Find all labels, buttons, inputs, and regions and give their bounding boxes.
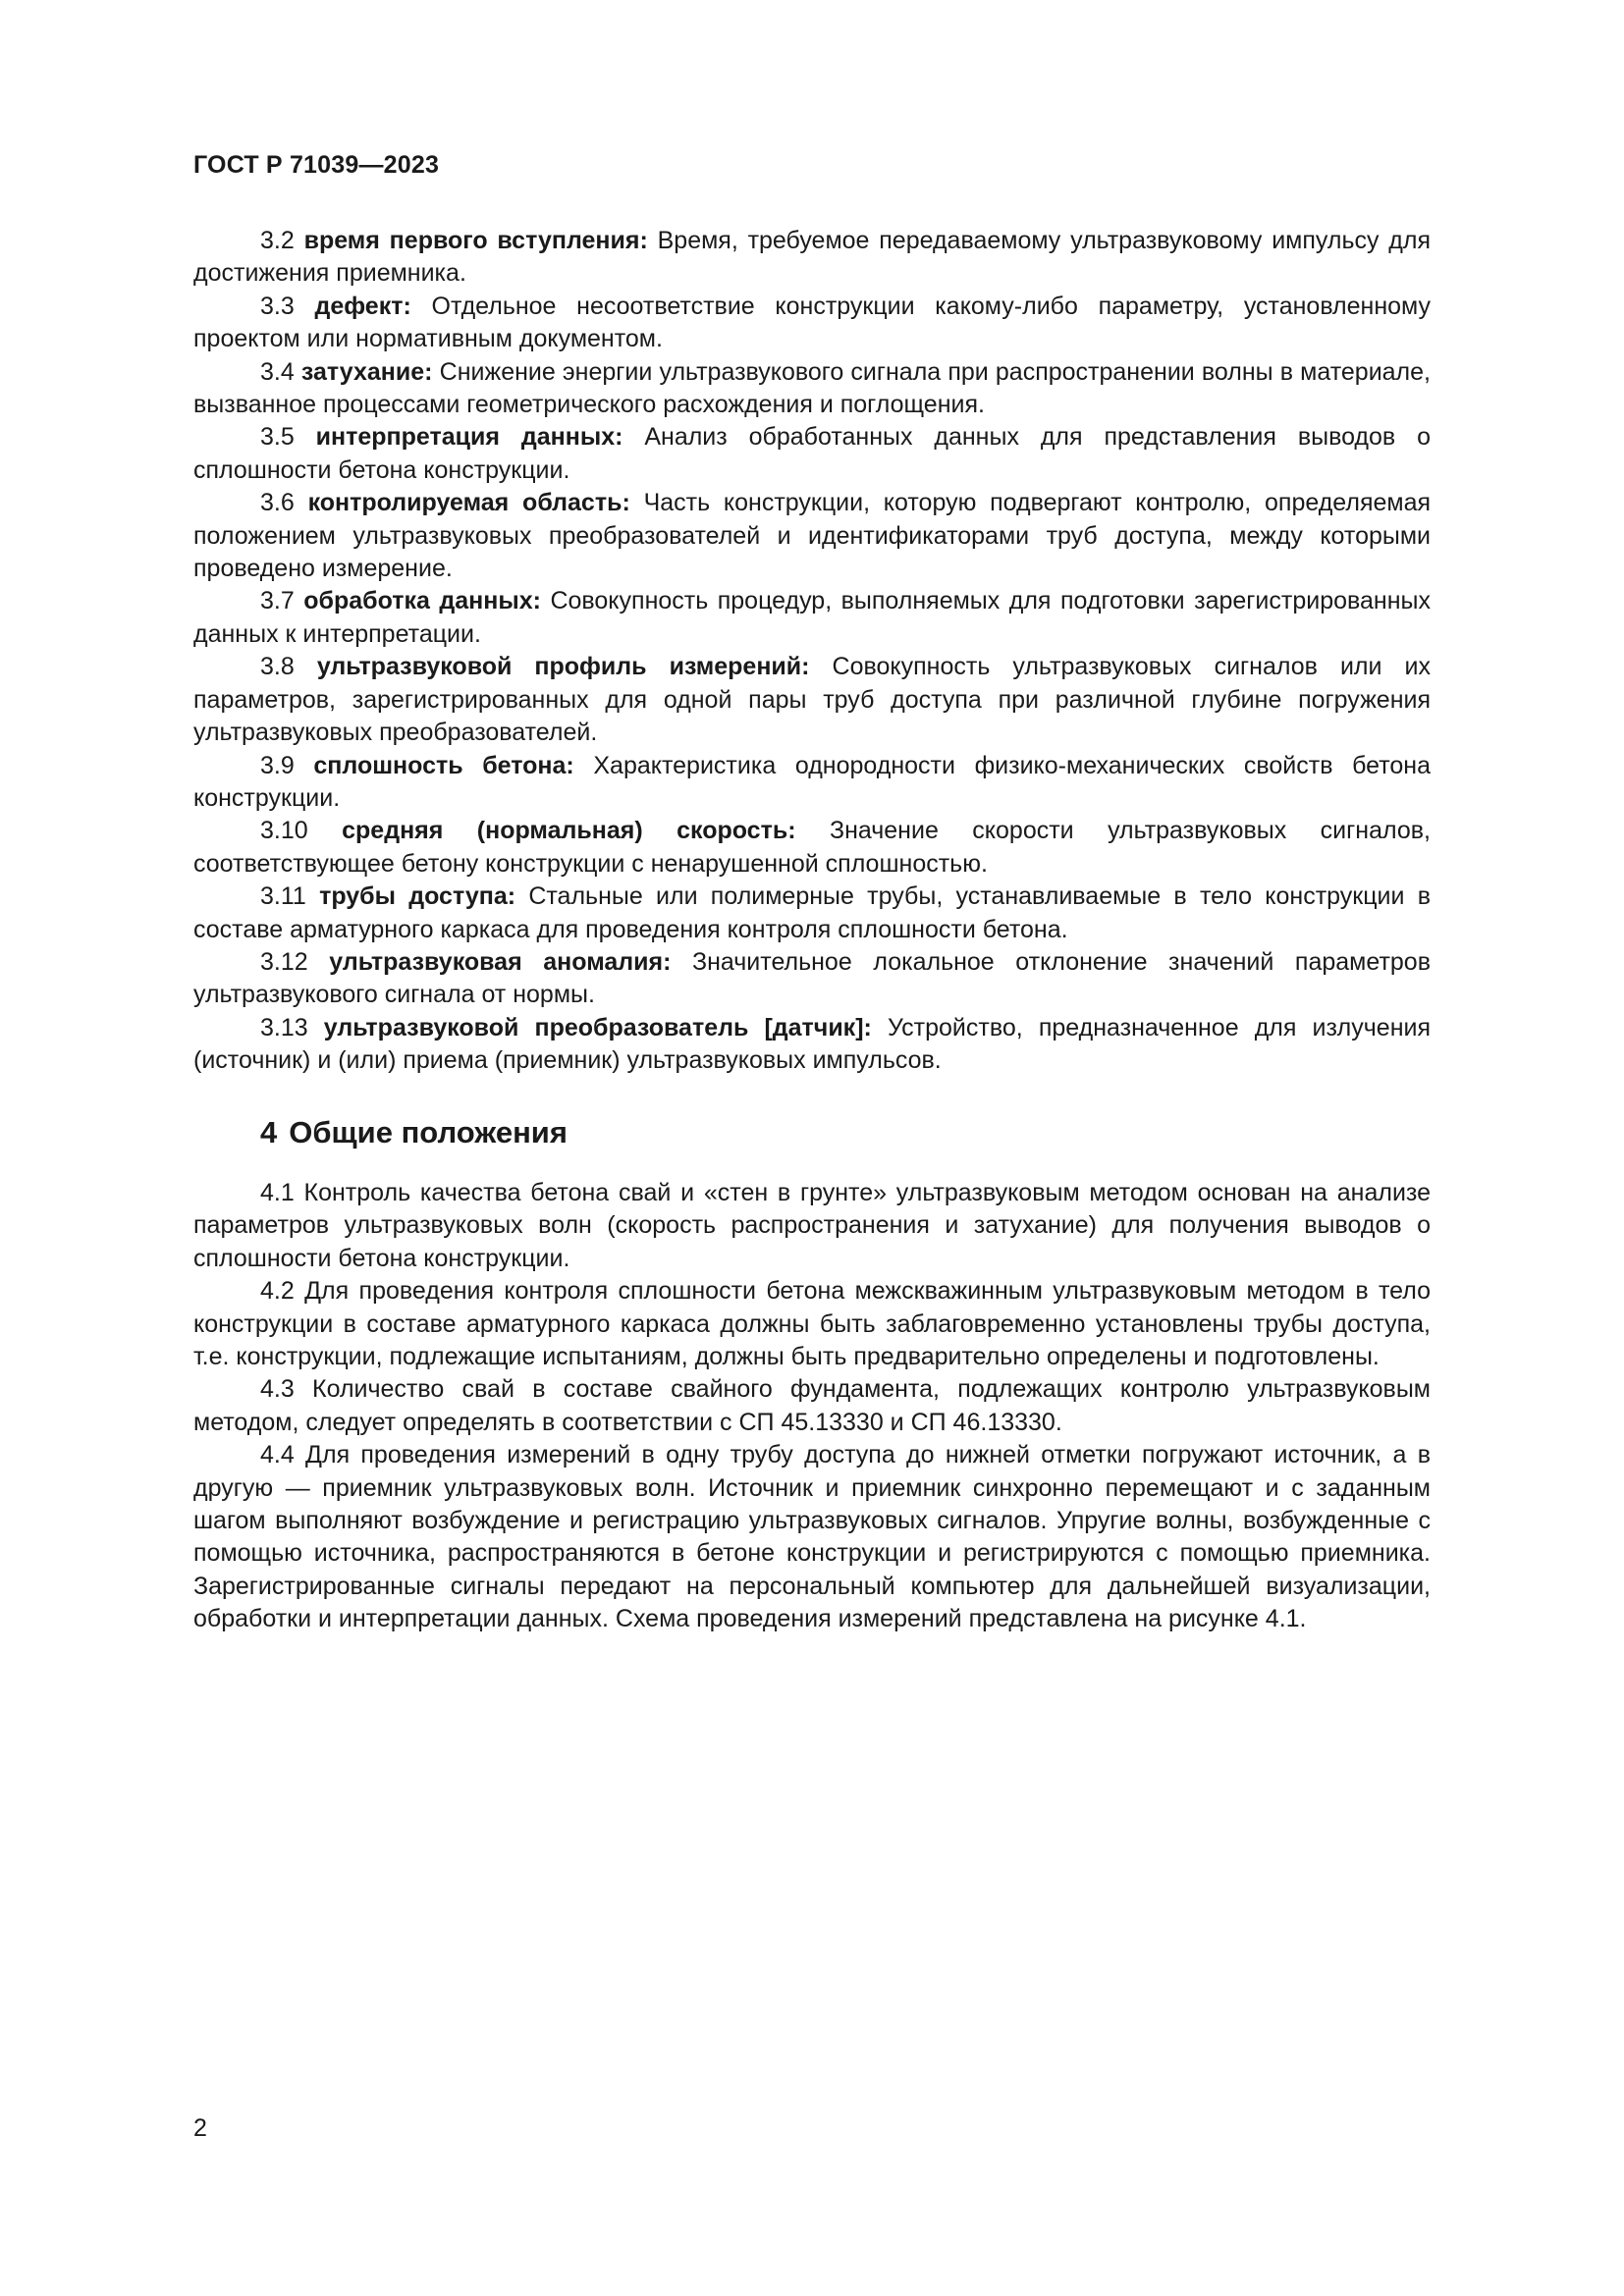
term-name: ультразвуковая аномалия: — [329, 947, 672, 976]
term-3-9 — [193, 750, 1431, 816]
term-definition: Часть конструкции, которую подвергают контролю, определяемая положением ультразвуковых преобразователей и идентификаторами труб доступа, между которыми проведено измерение. — [193, 489, 1432, 583]
term-name: ультразвуковой преобразователь [датчик]: — [323, 1013, 872, 1041]
term-number: 3.11 — [260, 882, 306, 911]
term-name: дефект: — [314, 292, 411, 320]
term-definition: Анализ обработанных данных для представления выводов о сплошности бетона конструкции. — [193, 423, 1431, 484]
term-3-6 — [193, 487, 1431, 585]
paragraph-4-3: 4.3 Количество свай в составе свайного фундамента, подлежащих контролю ультразвуковым методом, следует определять в соответствии с СП 45.13330 и СП 46.13330. — [193, 1375, 1431, 1436]
term-number: 3.13 — [260, 1013, 308, 1041]
term-definition: Характеристика однородности физико-механических свойств бетона конструкции. — [193, 751, 1431, 812]
term-3-12 — [193, 946, 1431, 1012]
paragraph-4-4: 4.4 Для проведения измерений в одну трубу доступа до нижней отметки погружают источник, а в другую — приемник ультразвуковых волн. Источник и приемник синхронно перемещают и с заданным шагом выполняют возбуждение и регистрацию ультразвуковых сигналов. Упругие волны, возбужденные с помощью источника, распространяются в бетоне конструкции и регистрируются с помощью приемника. Зарегистрированные сигналы передают на персональный компьютер для дальнейшей визуализации, обработки и интерпретации данных. Схема проведения измерений представлена на рисунке 4.1. — [193, 1441, 1431, 1633]
term-number: 3.2 — [260, 227, 295, 254]
terms-list — [193, 225, 1431, 1078]
term-name: сплошность бетона: — [313, 751, 574, 779]
term-name: интерпретация данных: — [315, 423, 623, 452]
term-3-8 — [193, 651, 1431, 749]
paragraph-4-1: 4.1 Контроль качества бетона свай и «стен в грунте» ультразвуковым методом основан на анализе параметров ультразвуковых волн (скорость распространения и затухание) для получения выводов о сплошности бетона конструкции. — [193, 1179, 1431, 1272]
section-number: 4 — [260, 1115, 278, 1149]
term-definition: Снижение энергии ультразвукового сигнала при распространении волны в материале, вызванное процессами геометрического расхождения и поглощения. — [193, 357, 1431, 419]
term-3-3 — [193, 291, 1431, 356]
term-3-2 — [193, 225, 1431, 291]
section-body — [193, 1177, 1431, 1636]
term-name: трубы доступа: — [319, 882, 516, 911]
term-definition: Значение скорости ультразвуковых сигналов, соответствующее бетону конструкции с ненарушенной сплошностью. — [193, 817, 1431, 878]
paragraph-4-2: 4.2 Для проведения контроля сплошности бетона межскважинным ультразвуковым методом в тело конструкции в составе арматурного каркаса должны быть заблаговременно установлены трубы доступа, т.е. конструкции, подлежащие испытаниям, должны быть предварительно определены и подготовлены. — [193, 1277, 1431, 1371]
term-number: 3.9 — [260, 751, 295, 779]
term-definition: Совокупность процедур, выполняемых для подготовки зарегистрированных данных к интерпретации. — [193, 587, 1431, 648]
term-3-10 — [193, 815, 1431, 881]
term-number: 3.4 — [260, 357, 295, 386]
term-name: обработка данных: — [303, 587, 541, 615]
term-number: 3.3 — [260, 292, 295, 320]
page-number: 2 — [193, 2114, 207, 2142]
term-number: 3.10 — [260, 817, 308, 845]
term-definition: Устройство, предназначенное для излучения (источник) и (или) приема (приемник) ультразвуковых импульсов. — [193, 1013, 1432, 1075]
term-name: средняя (нормальная) скорость: — [342, 817, 796, 845]
term-number: 3.5 — [260, 423, 295, 452]
term-name: затухание: — [300, 357, 433, 386]
term-name: ультразвуковой профиль измерений: — [316, 653, 810, 681]
term-3-5 — [193, 421, 1431, 487]
term-number: 3.7 — [260, 587, 295, 615]
term-definition: Время, требуемое передаваемому ультразвуковому импульсу для достижения приемника. — [193, 227, 1431, 288]
term-definition: Значительное локальное отклонение значений параметров ультразвукового сигнала от нормы. — [193, 947, 1431, 1009]
section-heading — [260, 1115, 568, 1150]
term-definition: Совокупность ультразвуковых сигналов или их параметров, зарегистрированных для одной пары труб доступа при различной глубине погружения ультразвуковых преобразователей. — [193, 653, 1431, 747]
term-definition: Стальные или полимерные трубы, устанавливаемые в тело конструкции в составе арматурного каркаса для проведения контроля сплошности бетона. — [193, 882, 1432, 943]
term-3-11 — [193, 881, 1431, 946]
term-number: 3.8 — [260, 653, 295, 681]
term-name: контролируемая область: — [307, 489, 630, 517]
document-code-header: ГОСТ Р 71039—2023 — [193, 151, 440, 179]
term-number: 3.6 — [260, 489, 295, 517]
term-name: время первого вступления: — [303, 227, 648, 254]
term-3-4 — [193, 356, 1431, 422]
term-definition: Отдельное несоответствие конструкции какому-либо параметру, установленному проектом или нормативным документом. — [193, 292, 1432, 353]
term-3-13 — [193, 1012, 1431, 1078]
section-title-text: Общие положения — [289, 1115, 568, 1149]
term-3-7 — [193, 585, 1431, 651]
term-number: 3.12 — [260, 947, 308, 976]
